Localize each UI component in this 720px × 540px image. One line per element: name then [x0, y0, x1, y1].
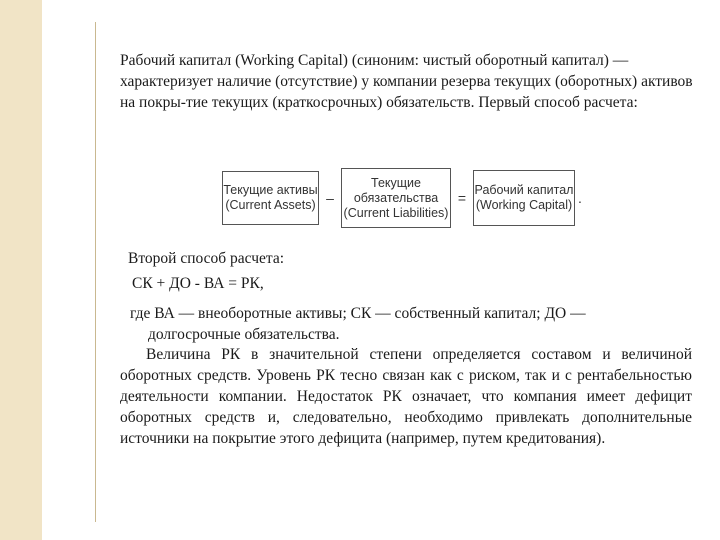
equals-sign: = [457, 190, 467, 206]
where-line-2: долгосрочные обязательства. [148, 326, 340, 343]
current-liabilities-label-2: обязательства [353, 190, 439, 205]
where-definitions [130, 303, 695, 345]
minus-sign: – [326, 190, 334, 206]
current-assets-english: (Current Assets) [225, 198, 316, 212]
working-capital-english: (Working Capital) [475, 198, 573, 212]
decorative-divider [95, 22, 96, 522]
formula-diagram [222, 168, 582, 228]
formula-end-dot: . [578, 190, 582, 206]
second-method-heading: Второй способ расчета: [128, 250, 285, 267]
body-paragraph: Величина РК в значительной степени определяется составом и величиной оборотных средств. Уровень РК тесно связан как с риском, так и с рентабельностью деятельности компании. Недостаток РК означает, что компания имеет дефицит оборотных средств и, следовательно, необходимо привлекать дополнительные источники на покрытие этого дефицита (например, путем кредитования). [120, 346, 692, 447]
where-line-1: где ВА — внеоборотные активы; СК — собственный капитал; ДО — [130, 305, 586, 322]
current-assets-box [222, 171, 319, 225]
second-formula: СК + ДО - ВА = РК, [132, 275, 264, 292]
current-liabilities-label-1: Текущие [371, 175, 421, 190]
current-assets-label: Текущие активы [223, 183, 318, 197]
current-liabilities-english: (Current Liabilities) [343, 205, 449, 220]
intro-paragraph: Рабочий капитал (Working Capital) (синоним: чистый оборотный капитал) — характеризует наличие (отсутствие) у компании резерва текущих (оборотных) активов на покры-тие текущих (краткосрочных) обязательств. Первый способ расчета: [120, 52, 693, 111]
decorative-sidebar [0, 0, 42, 540]
working-capital-box [473, 170, 575, 226]
working-capital-label: Рабочий капитал [474, 183, 574, 197]
current-liabilities-box [341, 168, 451, 228]
